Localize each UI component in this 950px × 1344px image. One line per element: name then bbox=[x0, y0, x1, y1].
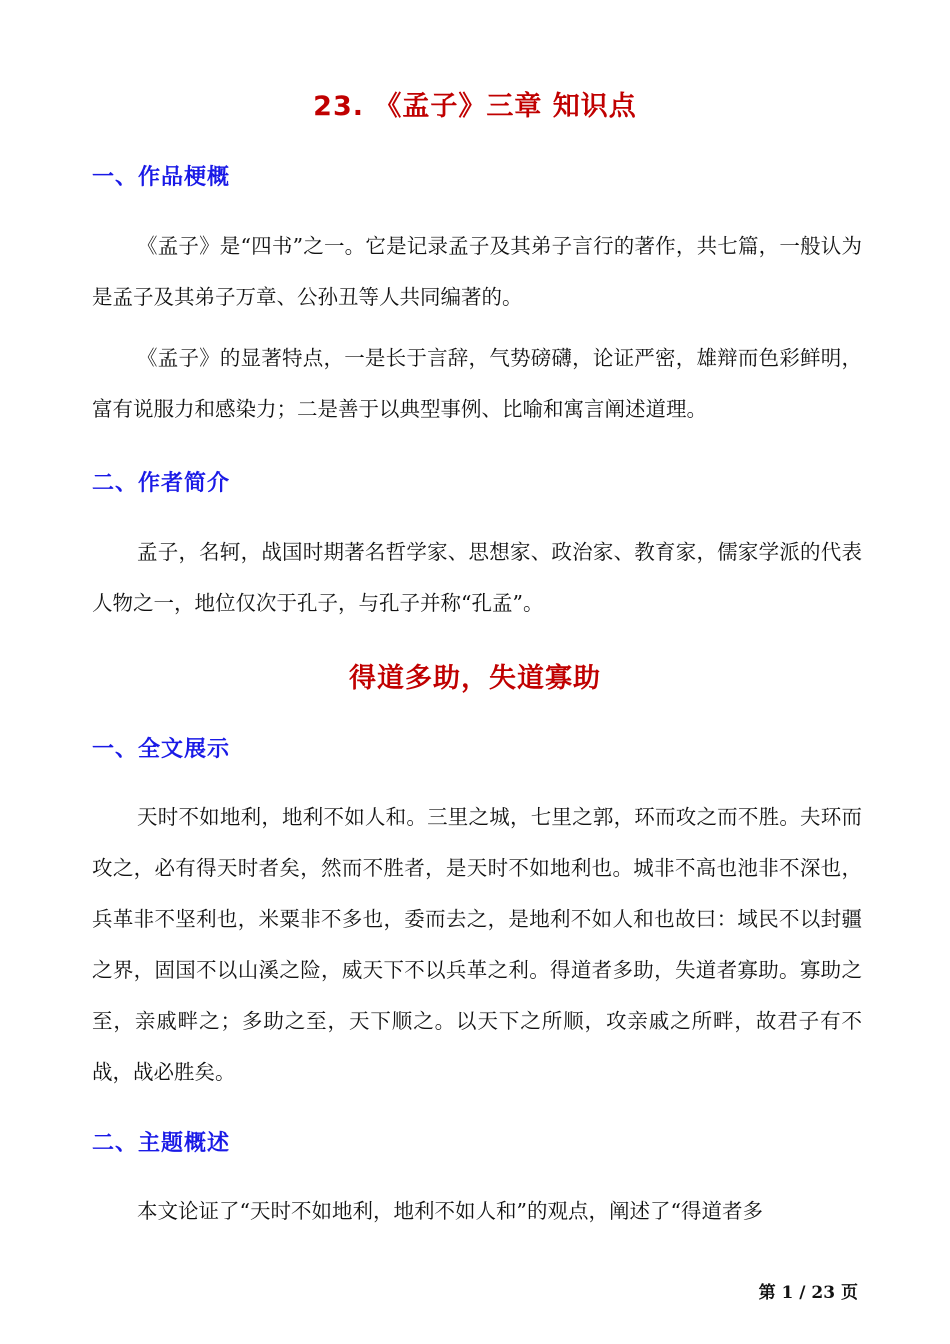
section-heading-author: 二、作者简介 bbox=[92, 471, 231, 496]
paragraph-theme: 本文论证了“天时不如地利，地利不如人和”的观点，阐述了“得道者多 bbox=[137, 1199, 763, 1223]
paragraph-fulltext: 天时不如地利，地利不如人和。三里之城，七里之郭，环而攻之而不胜。夫环而攻之，必有得天时者矣，然而不胜者，是天时不如地利也。城非不高也池非不深也，兵革非不坚利也，米粟非不多也，委而去之，是地利不如人和也故曰：域民不以封疆之界，固国不以山溪之险，威天下不以兵革之利。得道者多助，失道者寡助。寡助之至，亲戚畔之；多助之至，天下顺之。以天下之所顺，攻亲戚之所畔，故君子有不战，战必胜矣。 bbox=[92, 805, 862, 1084]
chapter-title: 得道多助，失道寡助 bbox=[349, 663, 601, 694]
section-heading-overview: 一、作品梗概 bbox=[92, 165, 231, 190]
paragraph-overview-1: 《孟子》是“四书”之一。它是记录孟子及其弟子言行的著作，共七篇，一般认为是孟子及其弟子万章、公孙丑等人共同编著的。 bbox=[92, 234, 862, 309]
section-heading-fulltext: 一、全文展示 bbox=[92, 737, 231, 762]
page-number: 第 1 / 23 页 bbox=[758, 1283, 858, 1303]
paragraph-overview-2: 《孟子》的显著特点，一是长于言辞，气势磅礴，论证严密，雄辩而色彩鲜明，富有说服力和感染力；二是善于以典型事例、比喻和寓言阐述道理。 bbox=[92, 346, 862, 421]
paragraph-author: 孟子，名轲，战国时期著名哲学家、思想家、政治家、教育家，儒家学派的代表人物之一，地位仅次于孔子，与孔子并称“孔孟”。 bbox=[92, 540, 862, 615]
section-heading-theme: 二、主题概述 bbox=[92, 1131, 231, 1156]
page-title: 23. 《孟子》三章 知识点 bbox=[313, 91, 637, 122]
